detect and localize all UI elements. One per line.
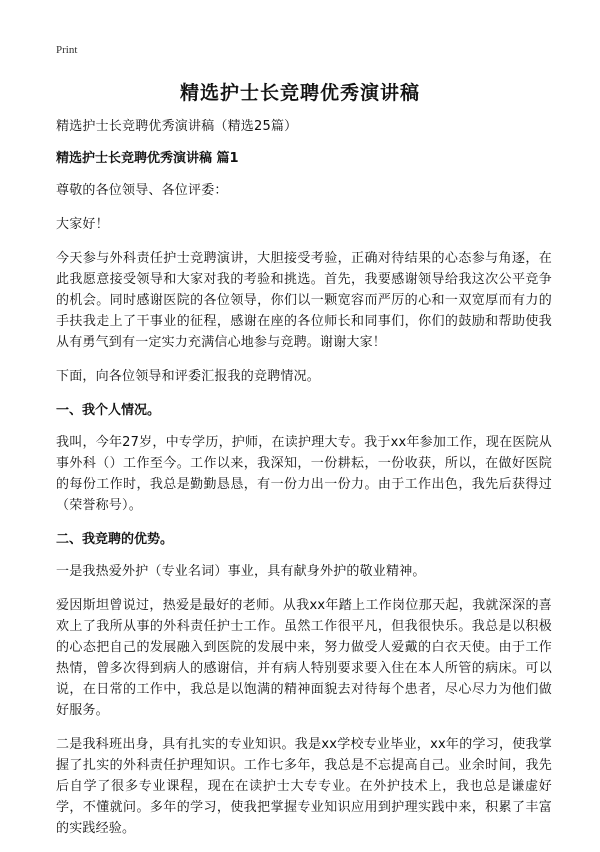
personal-heading: 一、我个人情况。 xyxy=(56,403,161,418)
article-body xyxy=(56,116,552,852)
page-title: 精选护士长竞聘优秀演讲稿 xyxy=(179,82,420,104)
personal-paragraph: 我叫，今年27岁，中专学历，护师，在读护理大专。我于xx年参加工作，现在医院从事外科（）工作至今。工作以来，我深知，一份耕耘，一份收获，所以，在做好医院的每份工作时，我总是勤勤恳恳，有一份力出一份力。由于工作出色，我先后获得过（荣誉称号）。 xyxy=(56,435,552,513)
print-link[interactable]: Print xyxy=(56,44,78,56)
section-heading: 精选护士长竞聘优秀演讲稿 篇1 xyxy=(56,151,239,166)
report-paragraph: 下面，向各位领导和评委汇报我的竞聘情况。 xyxy=(56,369,321,384)
advantages-heading: 二、我竞聘的优势。 xyxy=(56,532,174,547)
advantage-one-detail-paragraph: 爱因斯坦曾说过，热爱是最好的老师。从我xx年踏上工作岗位那天起，我就深深的喜欢上了我所从事的外科责任护士工作。虽然工作很平凡，但我很快乐。我总是以积极的心态把自己的发展融入到医院的发展中来，努力做受人爱戴的白衣天使。由于工作热情，曾多次得到病人的感谢信，并有病人特别要求要入住在本人所管的病床。可以说，在日常的工作中，我总是以饱满的精神面貌去对待每个患者，尽心尽力为他们做好服务。 xyxy=(56,598,552,718)
hello-paragraph: 大家好！ xyxy=(56,217,109,232)
advantage-two-paragraph: 二是我科班出身，具有扎实的专业知识。我是xx学校专业毕业，xx年的学习，使我掌握了扎实的外科责任护理知识。工作七多年，我总是不忘提高自己。业余时间，我先后自学了很多专业课程，现在在读护士大专专业。在外护技术上，我也总是谦虚好学，不懂就问。多年的学习，使我把掌握专业知识应用到护理实践中来，积累了丰富的实践经验。 xyxy=(56,737,552,836)
article-subtitle: 精选护士长竞聘优秀演讲稿（精选25篇） xyxy=(56,119,298,134)
intro-paragraph: 今天参与外科责任护士竞聘演讲，大胆接受考验，正确对待结果的心态参与角逐，在此我愿意接受领导和大家对我的考验和挑选。首先，我要感谢领导给我这次公平竞争的机会。同时感谢医院的各位领导，你们以一颗宽容而严厉的心和一双宽厚而有力的手扶我走上了干事业的征程，感谢在座的各位师长和同事们，你们的鼓励和帮助使我从有勇气到有一定实力充满信心地参与竞聘。谢谢大家！ xyxy=(56,251,552,350)
advantage-one-paragraph: 一是我热爱外护（专业名词）事业，具有献身外护的敬业精神。 xyxy=(56,564,426,579)
greeting-paragraph: 尊敬的各位领导、各位评委： xyxy=(56,183,228,198)
